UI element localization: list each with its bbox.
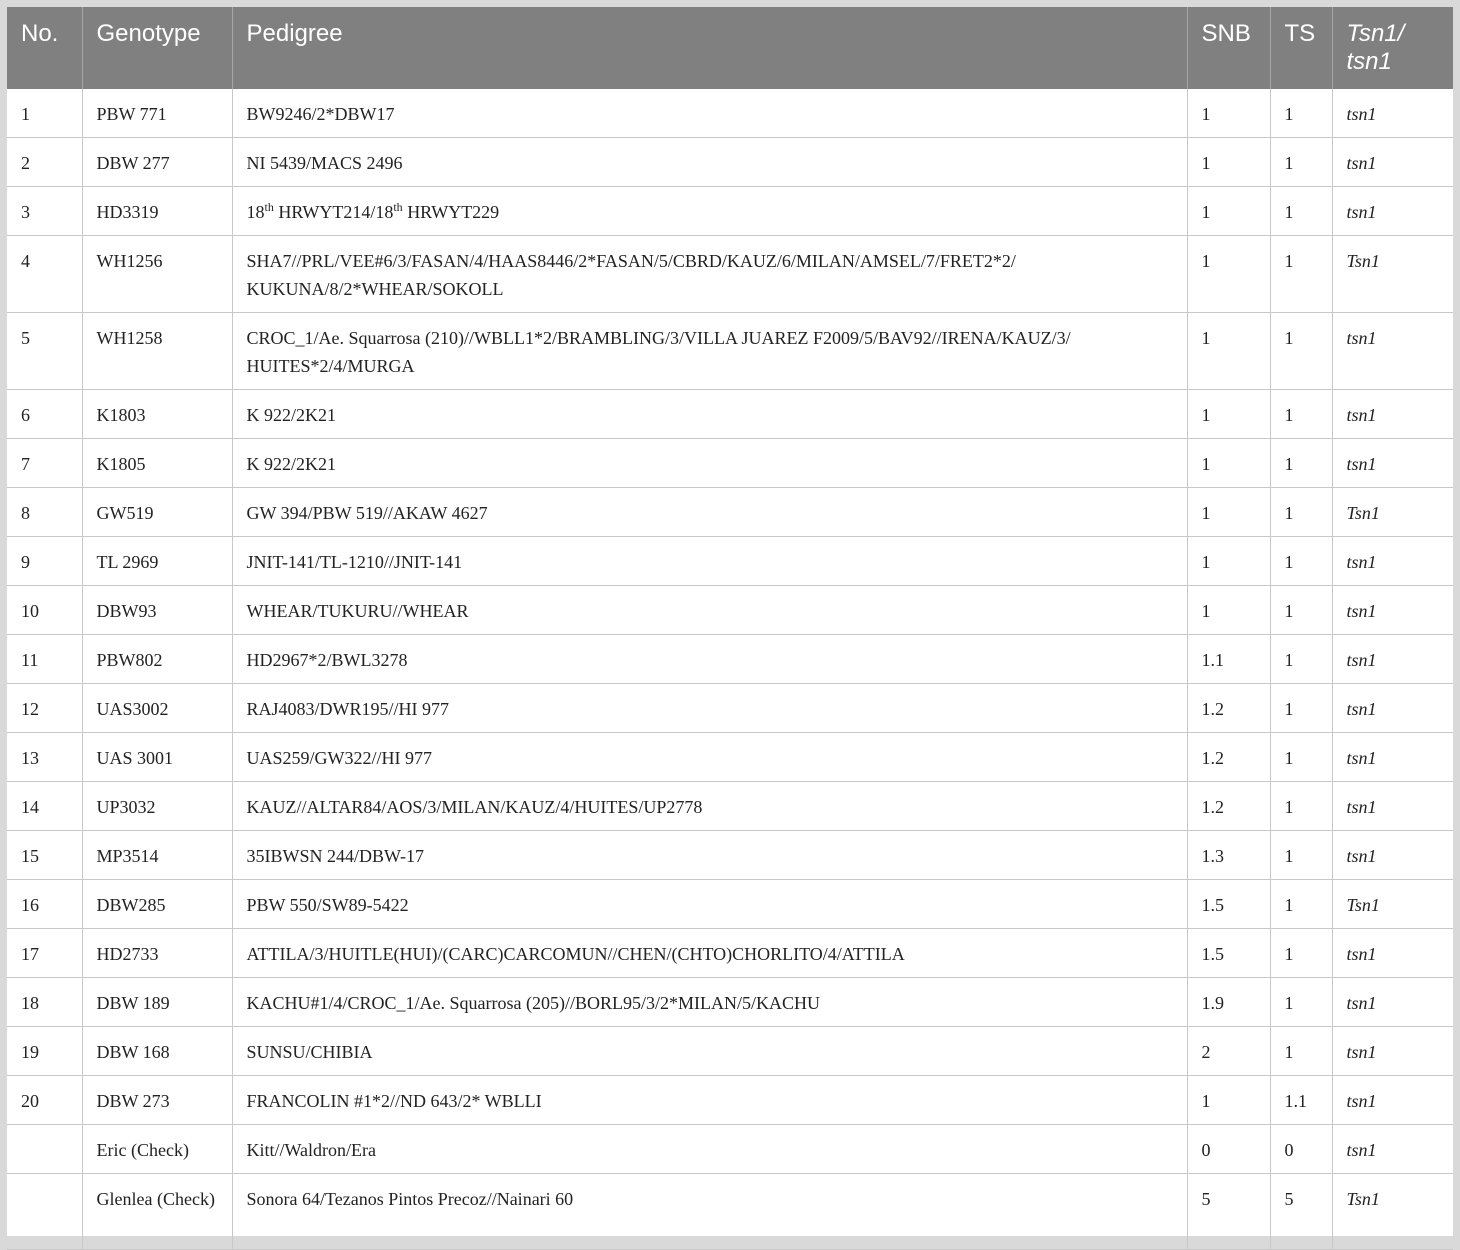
cell-ts: 1 xyxy=(1270,978,1332,1027)
cell-ts: 1 xyxy=(1270,880,1332,929)
header-snb: SNB xyxy=(1187,7,1270,89)
table-row xyxy=(7,1076,1453,1125)
table-row xyxy=(7,488,1453,537)
cell-pedigree: Kitt//Waldron/Era xyxy=(232,1125,1187,1174)
cell-genotype: DBW93 xyxy=(82,586,232,635)
cell-no: 15 xyxy=(7,831,82,880)
cell-pedigree: RAJ4083/DWR195//HI 977 xyxy=(232,684,1187,733)
cell-ts: 1 xyxy=(1270,782,1332,831)
cell-pedigree: KAUZ//ALTAR84/AOS/3/MILAN/KAUZ/4/HUITES/UP2778 xyxy=(232,782,1187,831)
pedigree-part: HRWYT214/18 xyxy=(273,202,394,222)
cell-genotype: WH1258 xyxy=(82,313,232,390)
cell-tsn1: tsn1 xyxy=(1332,138,1453,187)
header-pedigree: Pedigree xyxy=(232,7,1187,89)
cell-no: 10 xyxy=(7,586,82,635)
cell-ts: 1 xyxy=(1270,138,1332,187)
cell-snb: 1 xyxy=(1187,488,1270,537)
cell-genotype: Eric (Check) xyxy=(82,1125,232,1174)
cell-tsn1: tsn1 xyxy=(1332,439,1453,488)
cell-tsn1: tsn1 xyxy=(1332,89,1453,138)
cell-snb: 1.2 xyxy=(1187,733,1270,782)
cell-pedigree: BW9246/2*DBW17 xyxy=(232,89,1187,138)
cell-no: 16 xyxy=(7,880,82,929)
cell-pedigree: NI 5439/MACS 2496 xyxy=(232,138,1187,187)
cell-ts: 1 xyxy=(1270,831,1332,880)
cell-genotype: UAS3002 xyxy=(82,684,232,733)
cell-no: 2 xyxy=(7,138,82,187)
cell-pedigree: SUNSU/CHIBIA xyxy=(232,1027,1187,1076)
cell-pedigree: PBW 550/SW89-5422 xyxy=(232,880,1187,929)
cell-genotype: UAS 3001 xyxy=(82,733,232,782)
table-row xyxy=(7,831,1453,880)
cell-pedigree: Sonora 64/Tezanos Pintos Precoz//Nainari 60 xyxy=(232,1174,1187,1250)
pedigree-superscript: th xyxy=(264,200,274,214)
cell-pedigree: K 922/2K21 xyxy=(232,439,1187,488)
header-no: No. xyxy=(7,7,82,89)
cell-snb: 5 xyxy=(1187,1174,1270,1250)
cell-tsn1: tsn1 xyxy=(1332,978,1453,1027)
cell-ts: 1 xyxy=(1270,89,1332,138)
cell-tsn1: tsn1 xyxy=(1332,831,1453,880)
table-row xyxy=(7,880,1453,929)
cell-snb: 1 xyxy=(1187,236,1270,313)
cell-pedigree: WHEAR/TUKURU//WHEAR xyxy=(232,586,1187,635)
table-row xyxy=(7,1125,1453,1174)
cell-genotype: GW519 xyxy=(82,488,232,537)
cell-tsn1: tsn1 xyxy=(1332,313,1453,390)
cell-snb: 1.1 xyxy=(1187,635,1270,684)
cell-no: 9 xyxy=(7,537,82,586)
cell-tsn1: tsn1 xyxy=(1332,1125,1453,1174)
cell-tsn1: tsn1 xyxy=(1332,684,1453,733)
cell-pedigree: 35IBWSN 244/DBW-17 xyxy=(232,831,1187,880)
cell-ts: 1 xyxy=(1270,929,1332,978)
cell-genotype: DBW 168 xyxy=(82,1027,232,1076)
cell-genotype: DBW 277 xyxy=(82,138,232,187)
cell-snb: 1.9 xyxy=(1187,978,1270,1027)
cell-no: 6 xyxy=(7,390,82,439)
table-row xyxy=(7,684,1453,733)
cell-genotype: UP3032 xyxy=(82,782,232,831)
cell-snb: 1 xyxy=(1187,1076,1270,1125)
cell-ts: 5 xyxy=(1270,1174,1332,1250)
cell-ts: 1 xyxy=(1270,313,1332,390)
header-genotype: Genotype xyxy=(82,7,232,89)
cell-snb: 1 xyxy=(1187,390,1270,439)
cell-snb: 1 xyxy=(1187,138,1270,187)
cell-snb: 1 xyxy=(1187,313,1270,390)
table-row xyxy=(7,439,1453,488)
cell-pedigree: ATTILA/3/HUITLE(HUI)/(CARC)CARCOMUN//CHEN/(CHTO)CHORLITO/4/ATTILA xyxy=(232,929,1187,978)
table-row xyxy=(7,635,1453,684)
cell-pedigree: JNIT-141/TL-1210//JNIT-141 xyxy=(232,537,1187,586)
cell-pedigree: CROC_1/Ae. Squarrosa (210)//WBLL1*2/BRAMBLING/3/VILLA JUAREZ F2009/5/BAV92//IRENA/KAUZ/3/ HUITES*2/4/MURGA xyxy=(232,313,1187,390)
cell-tsn1: tsn1 xyxy=(1332,187,1453,236)
cell-genotype: HD2733 xyxy=(82,929,232,978)
table-row xyxy=(7,537,1453,586)
genotype-table xyxy=(7,7,1453,1250)
cell-snb: 1.3 xyxy=(1187,831,1270,880)
cell-ts: 1 xyxy=(1270,635,1332,684)
cell-no xyxy=(7,1174,82,1250)
cell-no: 12 xyxy=(7,684,82,733)
cell-ts: 1.1 xyxy=(1270,1076,1332,1125)
table-frame xyxy=(7,7,1453,1236)
cell-pedigree: HD2967*2/BWL3278 xyxy=(232,635,1187,684)
cell-ts: 1 xyxy=(1270,236,1332,313)
cell-no: 4 xyxy=(7,236,82,313)
cell-tsn1: tsn1 xyxy=(1332,733,1453,782)
cell-pedigree: KACHU#1/4/CROC_1/Ae. Squarrosa (205)//BORL95/3/2*MILAN/5/KACHU xyxy=(232,978,1187,1027)
table-row xyxy=(7,978,1453,1027)
cell-snb: 1.2 xyxy=(1187,782,1270,831)
table-row xyxy=(7,390,1453,439)
cell-no: 18 xyxy=(7,978,82,1027)
cell-snb: 0 xyxy=(1187,1125,1270,1174)
cell-genotype: PBW 771 xyxy=(82,89,232,138)
cell-ts: 1 xyxy=(1270,537,1332,586)
cell-snb: 2 xyxy=(1187,1027,1270,1076)
cell-snb: 1 xyxy=(1187,89,1270,138)
cell-pedigree: UAS259/GW322//HI 977 xyxy=(232,733,1187,782)
cell-ts: 1 xyxy=(1270,684,1332,733)
cell-no: 20 xyxy=(7,1076,82,1125)
cell-no: 8 xyxy=(7,488,82,537)
cell-no: 14 xyxy=(7,782,82,831)
cell-tsn1: Tsn1 xyxy=(1332,1174,1453,1250)
cell-tsn1: Tsn1 xyxy=(1332,488,1453,537)
cell-genotype: DBW 189 xyxy=(82,978,232,1027)
cell-snb: 1 xyxy=(1187,586,1270,635)
cell-genotype: TL 2969 xyxy=(82,537,232,586)
table-row xyxy=(7,586,1453,635)
cell-no: 1 xyxy=(7,89,82,138)
cell-snb: 1 xyxy=(1187,537,1270,586)
cell-no: 17 xyxy=(7,929,82,978)
table-row xyxy=(7,782,1453,831)
cell-tsn1: tsn1 xyxy=(1332,586,1453,635)
pedigree-part: 18 xyxy=(246,202,265,222)
cell-tsn1: tsn1 xyxy=(1332,929,1453,978)
table-row xyxy=(7,138,1453,187)
cell-no xyxy=(7,1125,82,1174)
table-row xyxy=(7,236,1453,313)
cell-tsn1: tsn1 xyxy=(1332,1076,1453,1125)
cell-pedigree: FRANCOLIN #1*2//ND 643/2* WBLLI xyxy=(232,1076,1187,1125)
cell-genotype: DBW285 xyxy=(82,880,232,929)
table-row xyxy=(7,929,1453,978)
cell-genotype: DBW 273 xyxy=(82,1076,232,1125)
cell-ts: 0 xyxy=(1270,1125,1332,1174)
cell-genotype: WH1256 xyxy=(82,236,232,313)
cell-no: 13 xyxy=(7,733,82,782)
table-row xyxy=(7,187,1453,236)
cell-no: 7 xyxy=(7,439,82,488)
table-row xyxy=(7,733,1453,782)
header-tsn1: Tsn1/ tsn1 xyxy=(1332,7,1453,89)
cell-tsn1: Tsn1 xyxy=(1332,880,1453,929)
cell-pedigree xyxy=(232,187,1187,236)
cell-genotype: PBW802 xyxy=(82,635,232,684)
cell-snb: 1.2 xyxy=(1187,684,1270,733)
cell-no: 19 xyxy=(7,1027,82,1076)
cell-ts: 1 xyxy=(1270,488,1332,537)
table-row xyxy=(7,1027,1453,1076)
cell-no: 3 xyxy=(7,187,82,236)
cell-ts: 1 xyxy=(1270,586,1332,635)
cell-tsn1: tsn1 xyxy=(1332,537,1453,586)
cell-no: 11 xyxy=(7,635,82,684)
cell-snb: 1 xyxy=(1187,187,1270,236)
cell-genotype: MP3514 xyxy=(82,831,232,880)
cell-snb: 1.5 xyxy=(1187,880,1270,929)
cell-tsn1: tsn1 xyxy=(1332,390,1453,439)
header-ts: TS xyxy=(1270,7,1332,89)
cell-ts: 1 xyxy=(1270,1027,1332,1076)
cell-tsn1: tsn1 xyxy=(1332,635,1453,684)
cell-tsn1: tsn1 xyxy=(1332,1027,1453,1076)
cell-pedigree: SHA7//PRL/VEE#6/3/FASAN/4/HAAS8446/2*FASAN/5/CBRD/KAUZ/6/MILAN/AMSEL/7/FRET2*2/ KUKUNA/8/2*WHEAR/SOKOLL xyxy=(232,236,1187,313)
cell-ts: 1 xyxy=(1270,390,1332,439)
table-row xyxy=(7,313,1453,390)
cell-genotype: Glenlea (Check) xyxy=(82,1174,232,1250)
cell-genotype: K1803 xyxy=(82,390,232,439)
cell-snb: 1 xyxy=(1187,439,1270,488)
header-row xyxy=(7,7,1453,89)
cell-genotype: HD3319 xyxy=(82,187,232,236)
pedigree-superscript: th xyxy=(393,200,403,214)
cell-ts: 1 xyxy=(1270,733,1332,782)
cell-tsn1: Tsn1 xyxy=(1332,236,1453,313)
cell-snb: 1.5 xyxy=(1187,929,1270,978)
table-row xyxy=(7,89,1453,138)
pedigree-part: HRWYT229 xyxy=(402,202,500,222)
cell-no: 5 xyxy=(7,313,82,390)
cell-tsn1: tsn1 xyxy=(1332,782,1453,831)
cell-genotype: K1805 xyxy=(82,439,232,488)
cell-ts: 1 xyxy=(1270,439,1332,488)
cell-pedigree: K 922/2K21 xyxy=(232,390,1187,439)
table-row xyxy=(7,1174,1453,1250)
cell-ts: 1 xyxy=(1270,187,1332,236)
cell-pedigree: GW 394/PBW 519//AKAW 4627 xyxy=(232,488,1187,537)
